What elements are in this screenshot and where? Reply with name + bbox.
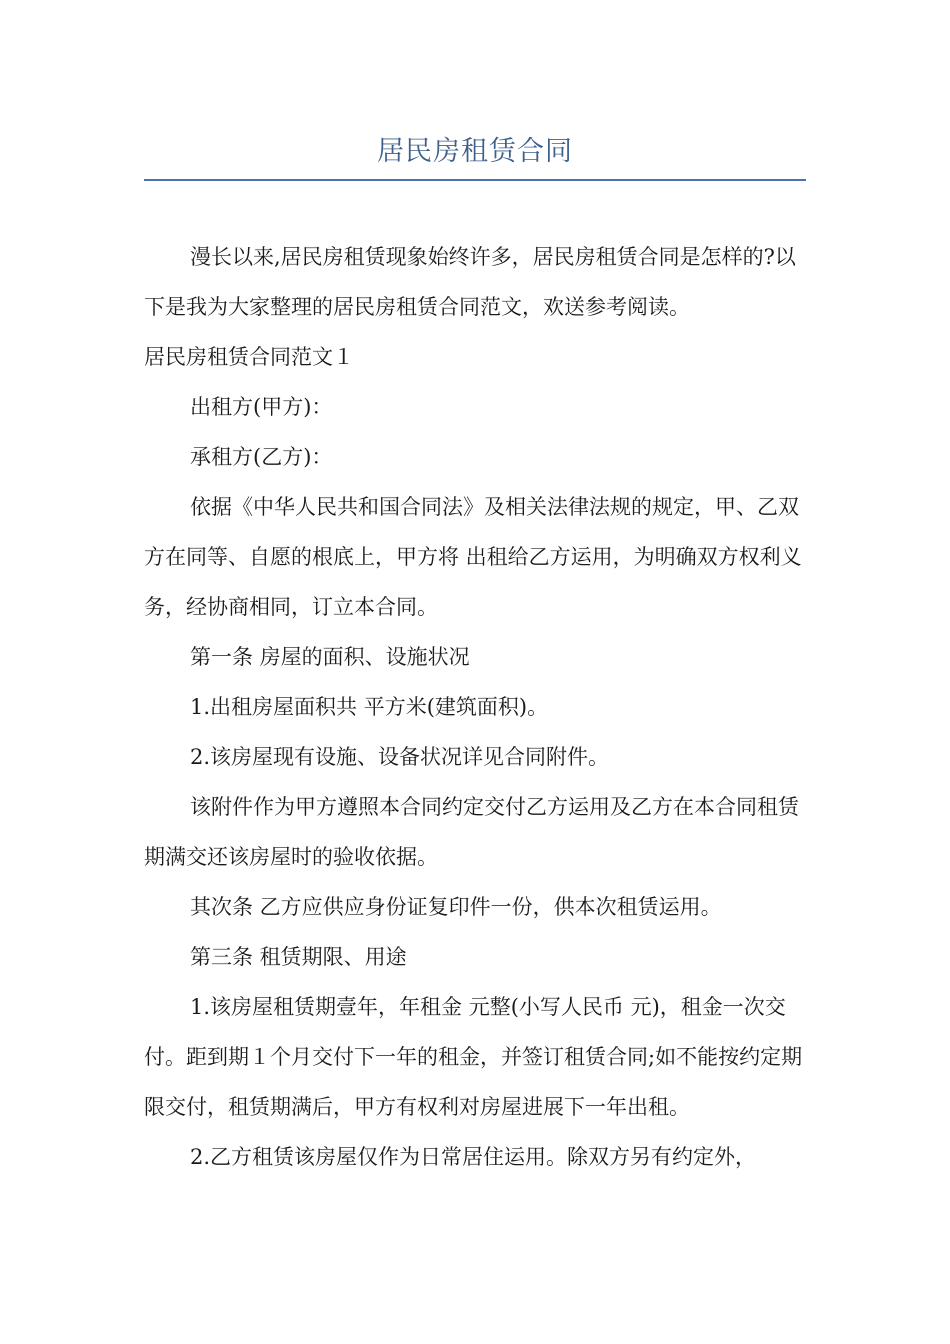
paragraph-basis: 依据《中华人民共和国合同法》及相关法律法规的规定，甲、乙双方在同等、自愿的根底上，甲方将 出租给乙方运用，为明确双方权利义务，经协商相同，订立本合同。 <box>144 495 802 619</box>
paragraph-attachment: 该附件作为甲方遵照本合同约定交付乙方运用及乙方在本合同租赁期满交还该房屋时的验收依据。 <box>144 795 799 869</box>
section-heading: 居民房租赁合同范文１ <box>144 345 354 369</box>
paragraph-lessor: 出租方(甲方)： <box>190 395 333 419</box>
document-title: 居民房租赁合同 <box>377 136 573 167</box>
article-3-item-2: 2.乙方租赁该房屋仅作为日常居住运用。除双方另有约定外， <box>190 1145 757 1169</box>
document-body <box>144 232 808 1182</box>
paragraph-lessee: 承租方(乙方)： <box>190 445 333 469</box>
article-3-heading: 第三条 租赁期限、用途 <box>190 945 407 969</box>
article-2: 其次条 乙方应供应身份证复印件一份，供本次租赁运用。 <box>190 895 722 919</box>
title-underline <box>144 179 806 181</box>
article-3-item-1: 1.该房屋租赁期壹年，年租金 元整(小写人民币 元)，租金一次交付。距到期１个月交付下一年的租金，并签订租赁合同;如不能按约定期限交付，租赁期满后，甲方有权利对房屋进展下一年出租。 <box>144 995 803 1119</box>
article-1-item-2: 2.该房屋现有设施、设备状况详见合同附件。 <box>190 745 610 769</box>
paragraph-intro: 漫长以来,居民房租赁现象始终许多，居民房租赁合同是怎样的?以下是我为大家整理的居民房租赁合同范文，欢送参考阅读。 <box>144 245 796 319</box>
article-1-item-1: 1.出租房屋面积共 平方米(建筑面积)。 <box>190 695 549 719</box>
article-1-heading: 第一条 房屋的面积、设施状况 <box>190 645 470 669</box>
